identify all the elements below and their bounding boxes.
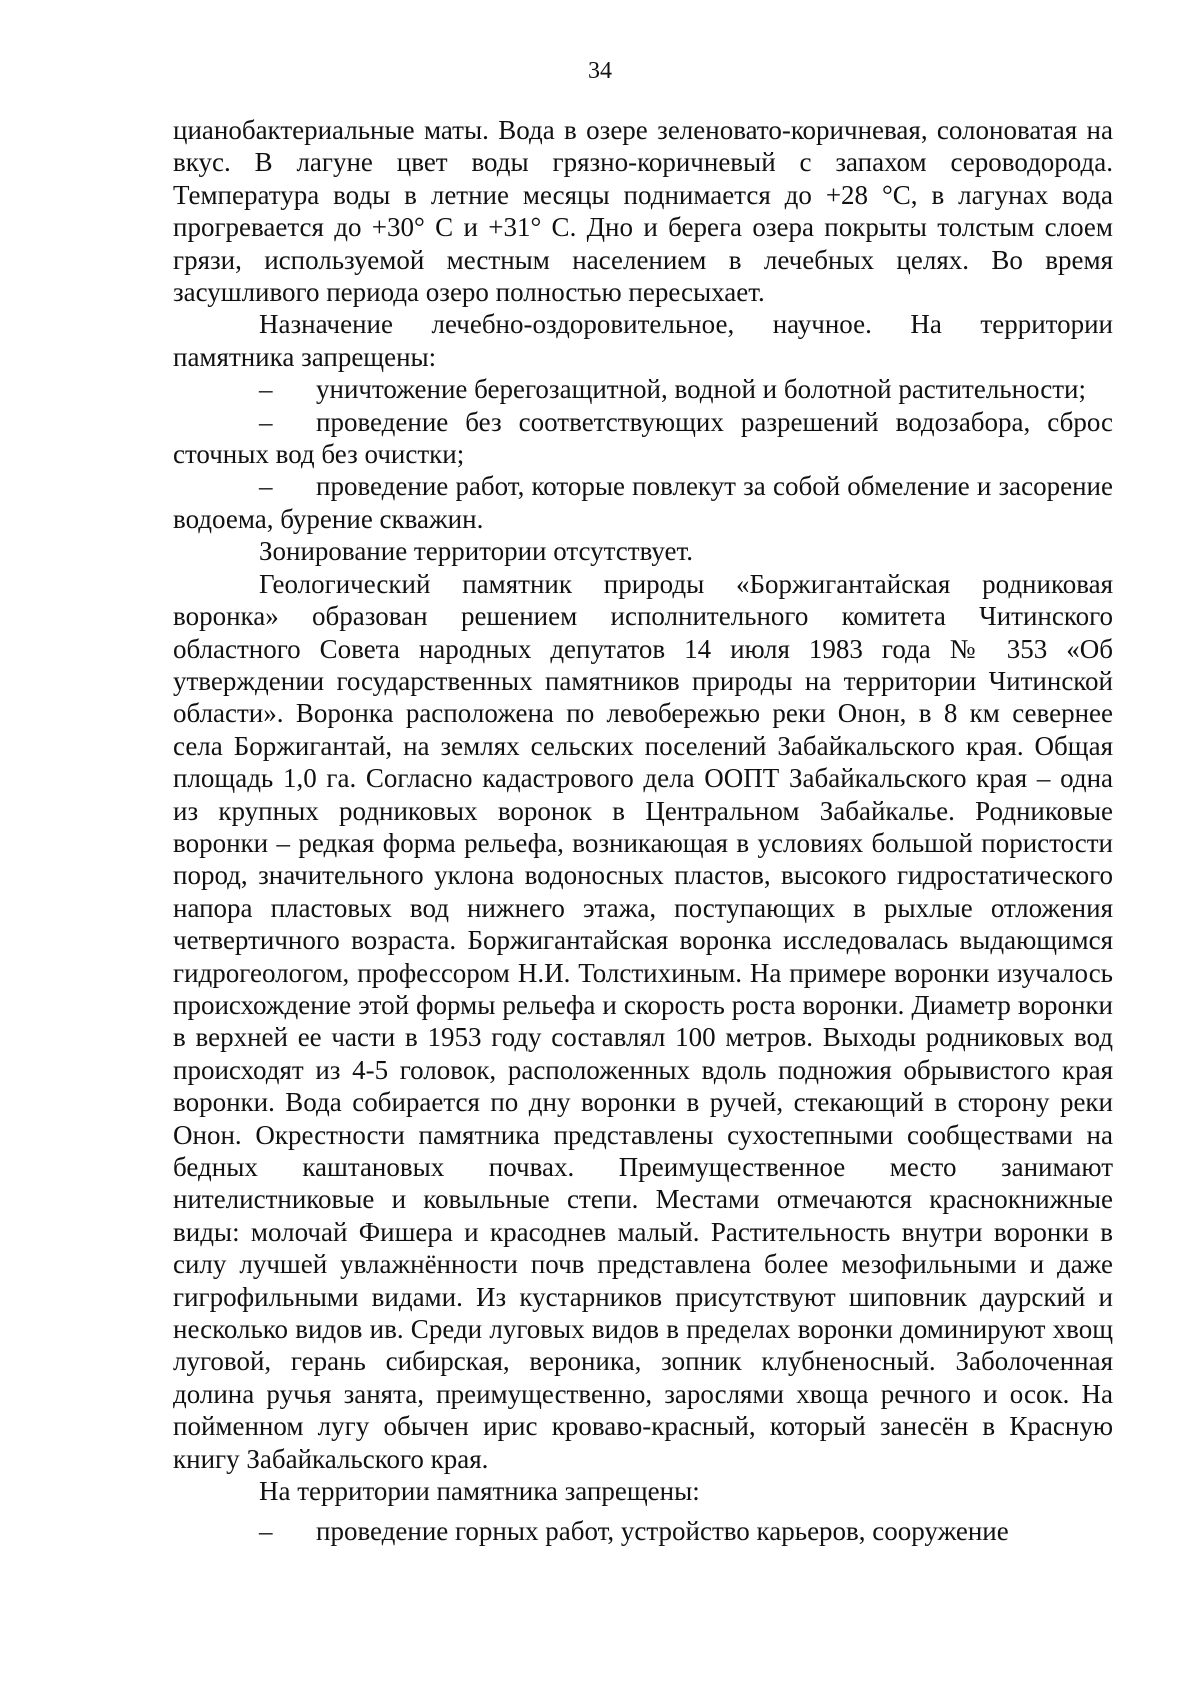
list-dash: – xyxy=(259,471,273,502)
paragraph-text: Зонирование территории отсутствует. xyxy=(259,536,694,567)
list-item xyxy=(173,373,1113,405)
paragraph-text: цианобактериальные маты. Вода в озере зеленовато-коричневая, солоноватая на вкус. В лагуне цвет воды грязно-коричневый с запахом сероводорода. Температура воды в летние месяцы поднимается до +28 °С, в лагунах вода прогревается до +30° С и +31° С. Дно и берега озера покрыты толстым слоем грязи, используемой местным населением в лечебных целях. Во время засушливого периода озеро полностью пересыхает. xyxy=(173,115,1113,308)
paragraph-geological-monument xyxy=(173,568,1113,1475)
list-item-text: проведение работ, которые повлекут за собой обмеление и засорение водоема, бурение скважин. xyxy=(173,471,1113,534)
list-dash: – xyxy=(259,406,273,437)
paragraph-text: На территории памятника запрещены: xyxy=(259,1476,700,1507)
paragraph-lake-description xyxy=(173,114,1113,308)
paragraph-text: Геологический памятник природы «Боржигантайская родниковая воронка» образован решением исполнительного комитета Читинского областного Совета народных депутатов 14 июля 1983 года № 353 «Об утверждении государственных памятников природы на территории Читинской области». Воронка расположена по левобережью реки Онон, в 8 км севернее села Боржигантай, на землях сельских поселений Забайкальского края. Общая площадь 1,0 га. Согласно кадастрового дела ООПТ Забайкальского края – одна из крупных родниковых воронок в Центральном Забайкалье. Родниковые воронки – редкая форма рельефа, возникающая в условиях большой пористости пород, значительного уклона водоносных пластов, высокого гидростатического напора пластовых вод нижнего этажа, поступающих в рыхлые отложения четвертичного возраста. Боржигантайская воронка исследовалась выдающимся гидрогеологом, профессором Н.И. Толстихиным. На примере воронки изучалось происхождение этой формы рельефа и скорость роста воронки. Диаметр воронки в верхней ее части в 1953 году составлял 100 метров. Выходы родниковых вод происходят из 4-5 головок, расположенных вдоль подножия обрывистого края воронки. Вода собирается по дну воронки в ручей, стекающий в сторону реки Онон. Окрестности памятника представлены сухостепными сообществами на бедных каштановых почвах. Преимущественное место занимают нителистниковые и ковыльные степи. Местами отмечаются краснокнижные виды: молочай Фишера и красоднев малый. Растительность внутри воронки в силу лучшей увлажнённости почв представлена более мезофильными и даже гигрофильными видами. Из кустарников присутствуют шиповник даурский и несколько видов ив. Среди луговых видов в пределах воронки доминируют хвощ луговой, герань сибирская, вероника, зопник клубненосный. Заболоченная долина ручья занята, преимущественно, зарослями хвоща речного и осок. На пойменном лугу обычен ирис кроваво-красный, который занесён в Красную книгу Забайкальского края. xyxy=(173,568,1113,1474)
paragraph-prohibitions-heading xyxy=(173,1475,1113,1507)
list-item xyxy=(173,1515,1113,1547)
paragraph-zoning xyxy=(173,535,1113,567)
list-dash: – xyxy=(259,374,273,405)
list-item-text: проведение без соответствующих разрешений водозабора, сброс сточных вод без очистки; xyxy=(173,406,1113,470)
list-item-text: уничтожение берегозащитной, водной и болотной растительности; xyxy=(316,374,1086,405)
paragraph-text: Назначение лечебно-оздоровительное, научное. На территории памятника запрещены: xyxy=(173,309,1113,372)
list-dash: – xyxy=(259,1516,273,1547)
document-body xyxy=(173,114,1113,1548)
page-number: 34 xyxy=(588,58,612,84)
list-item xyxy=(173,470,1113,535)
paragraph-purpose xyxy=(173,308,1113,373)
list-item xyxy=(173,406,1113,471)
list-item-text: проведение горных работ, устройство карьеров, сооружение xyxy=(316,1516,1009,1547)
